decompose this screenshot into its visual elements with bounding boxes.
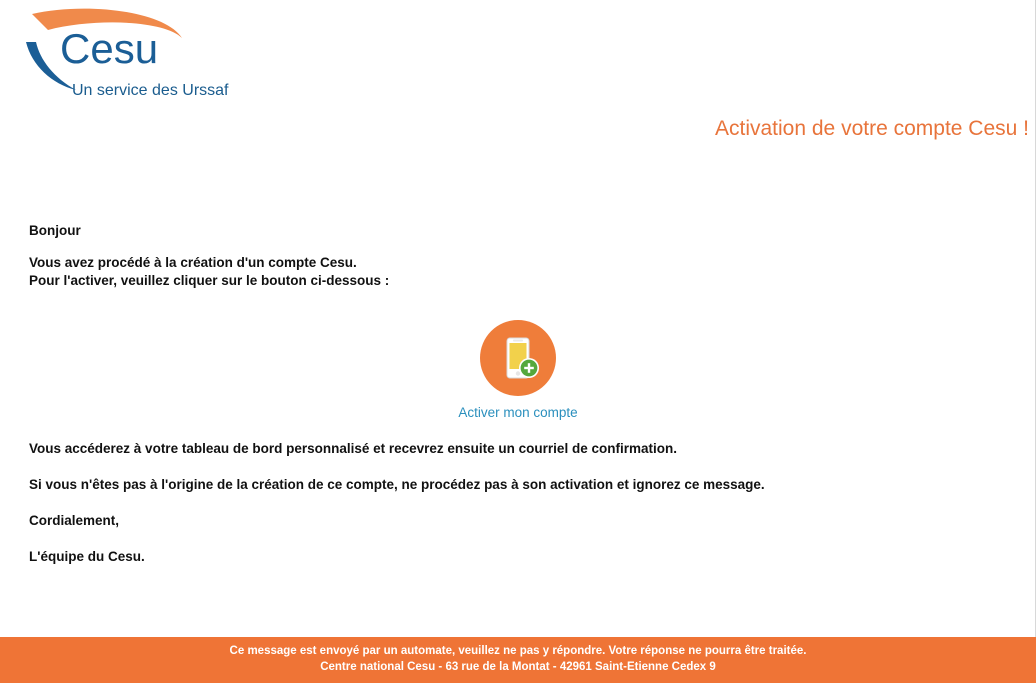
intro-paragraph — [29, 256, 989, 288]
activation-block — [0, 320, 1036, 420]
message-intro — [29, 224, 989, 306]
footer-bar — [0, 637, 1036, 683]
greeting-text: Bonjour — [29, 223, 81, 238]
footer-line-2: Centre national Cesu - 63 rue de la Montat - 42961 Saint-Etienne Cedex 9 — [320, 661, 716, 674]
after-button-paragraph-2: Si vous n'êtes pas à l'origine de la création de ce compte, ne procédez pas à son activation et ignorez ce message. — [29, 477, 765, 492]
message-body — [29, 441, 989, 585]
page-title: Activation de votre compte Cesu ! — [715, 117, 1029, 140]
after-button-paragraph-1: Vous accéderez à votre tableau de bord personnalisé et recevrez ensuite un courriel de confirmation. — [29, 441, 677, 456]
intro-line-2: Pour l'activer, veuillez cliquer sur le bouton ci-dessous : — [29, 273, 390, 288]
activate-account-link[interactable]: Activer mon compte — [458, 405, 578, 420]
signature-text: L'équipe du Cesu. — [29, 549, 145, 564]
svg-text:Cesu: Cesu — [60, 25, 159, 72]
logo-tagline: Un service des Urssaf — [72, 82, 229, 99]
footer-line-1: Ce message est envoyé par un automate, veuillez ne pas y répondre. Votre réponse ne pourra être traitée. — [229, 644, 807, 657]
mobile-add-icon[interactable] — [480, 320, 556, 396]
intro-line-1: Vous avez procédé à la création d'un compte Cesu. — [29, 254, 357, 270]
cesu-logo — [14, 8, 314, 98]
mobile-add-icon-glyph — [480, 320, 556, 396]
closing-text: Cordialement, — [29, 513, 120, 528]
